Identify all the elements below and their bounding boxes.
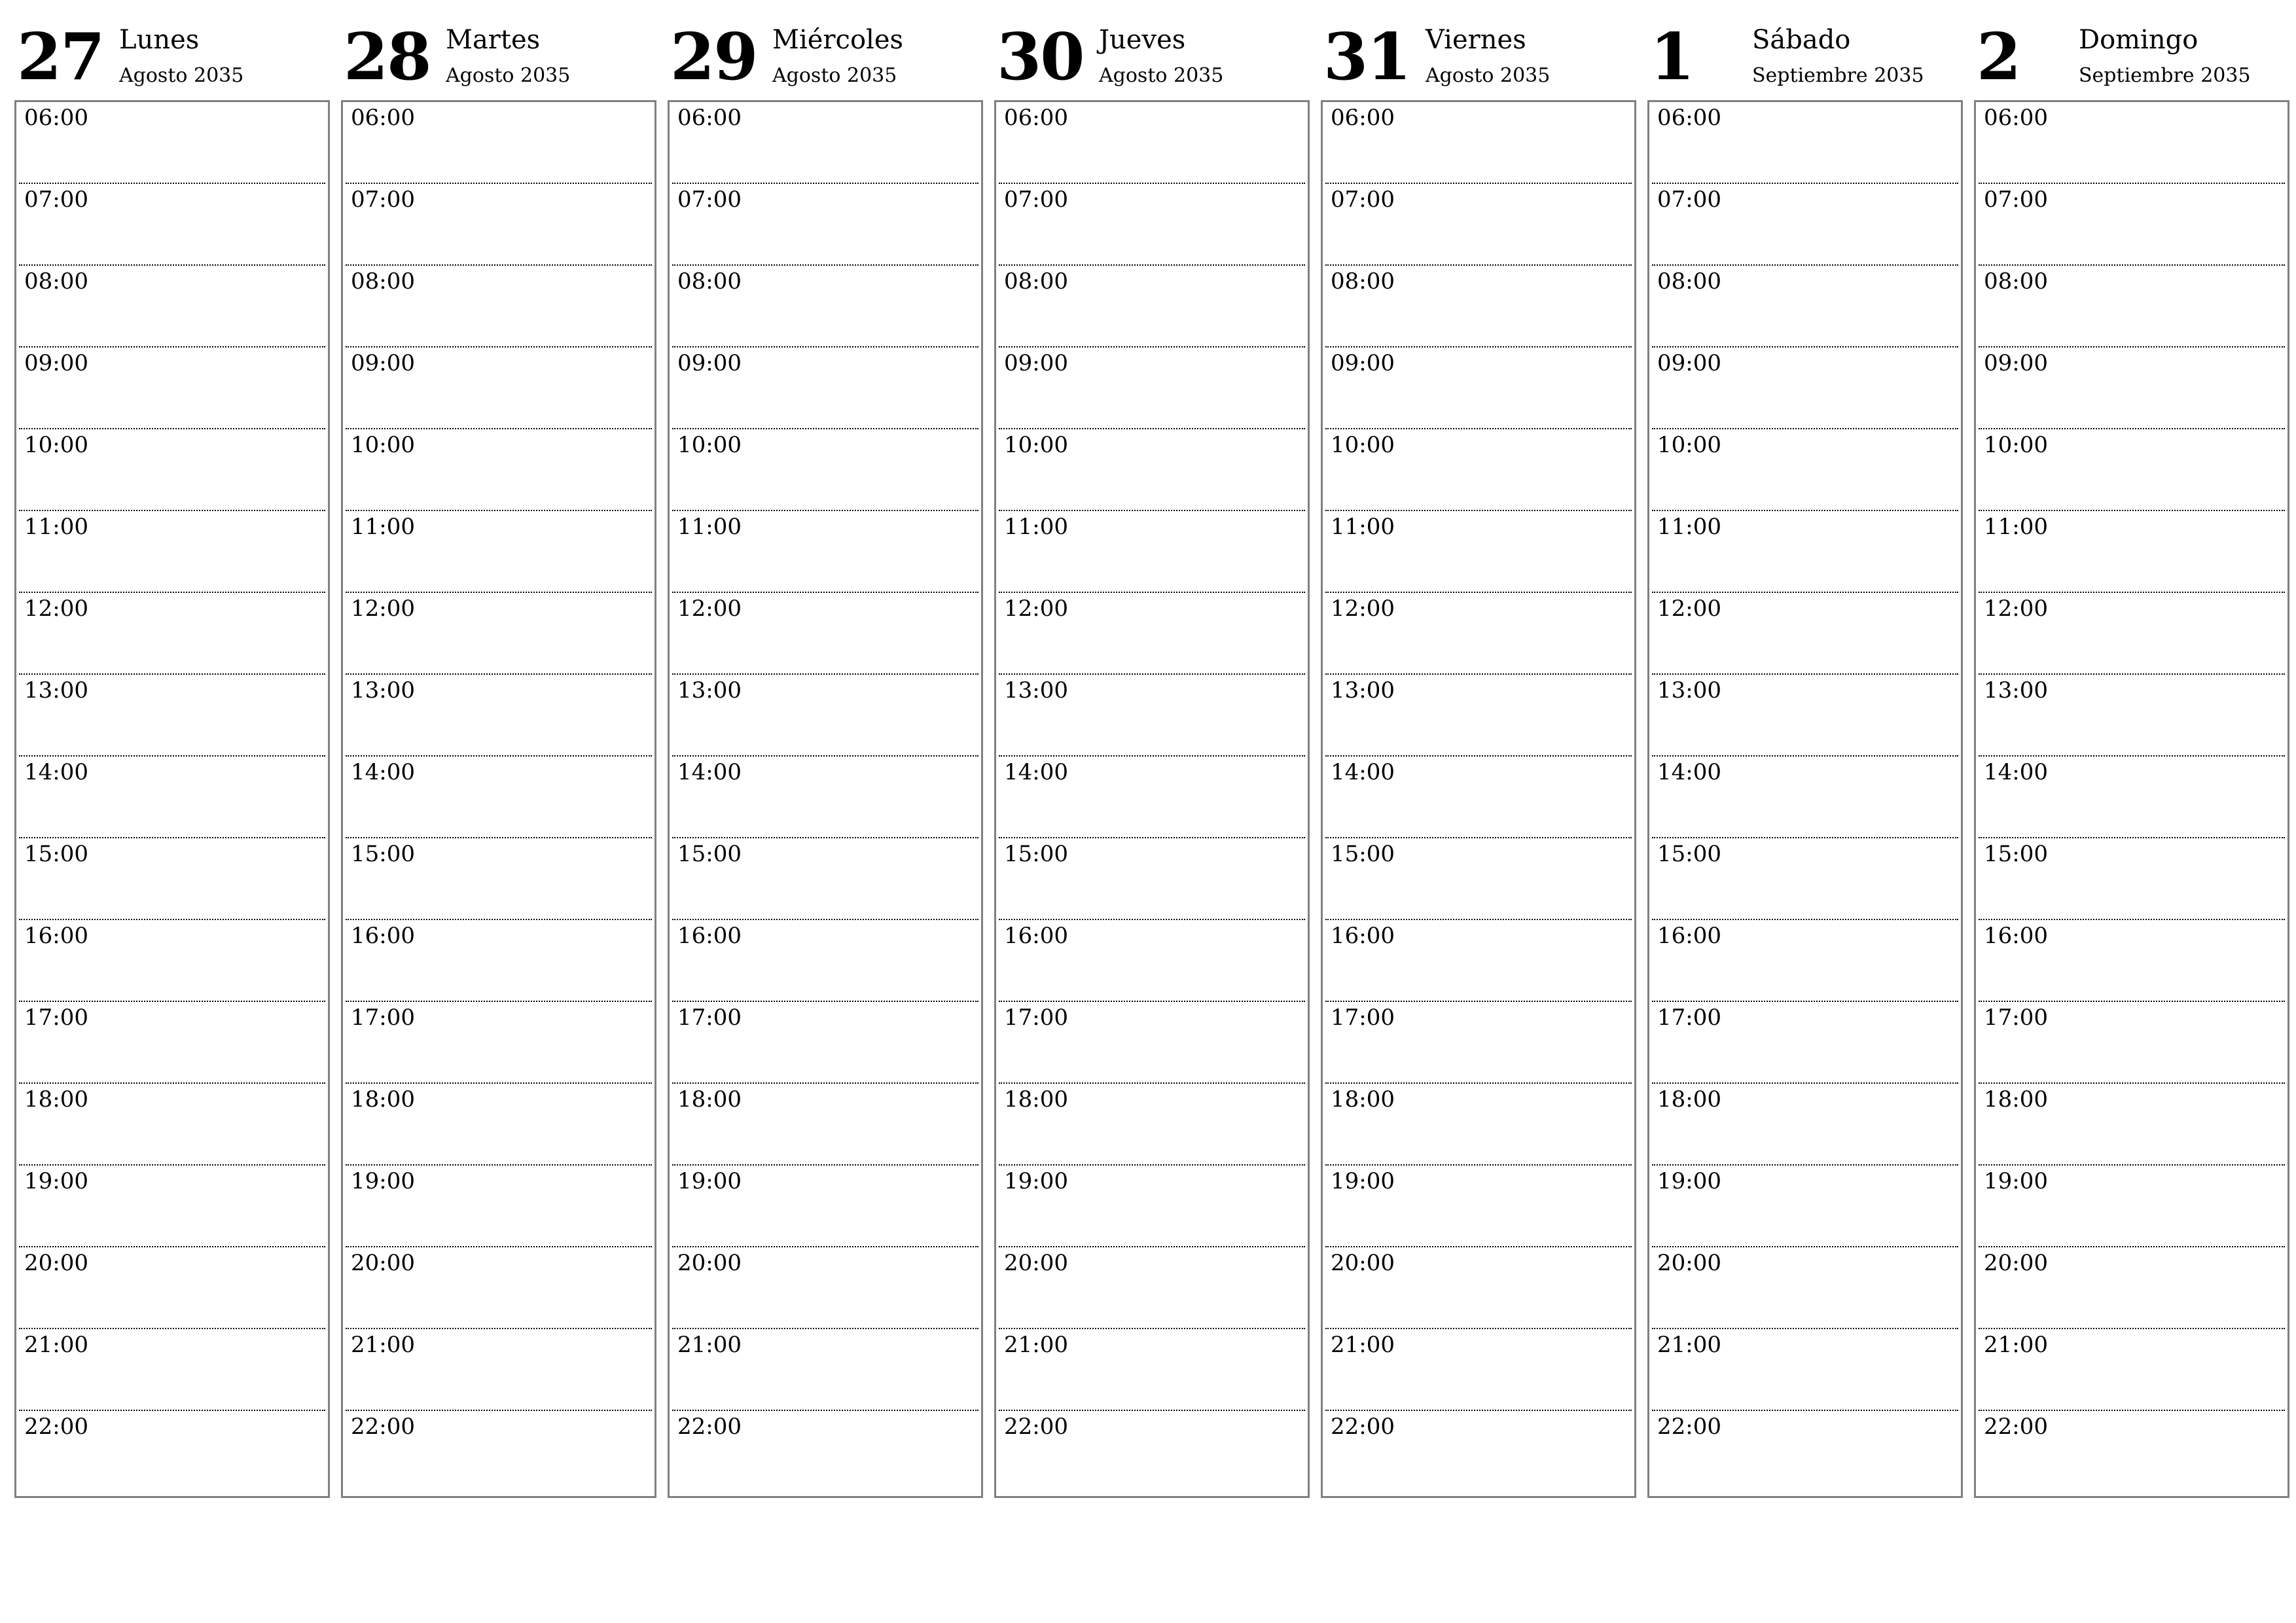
hour-slot[interactable] xyxy=(999,1247,1305,1329)
hour-slot[interactable] xyxy=(672,1247,978,1329)
hour-slot[interactable] xyxy=(1325,593,1632,675)
day-number: 29 xyxy=(670,20,757,95)
hour-slot[interactable] xyxy=(1325,266,1632,348)
hour-label: 18:00 xyxy=(677,1086,742,1113)
hour-slots-box xyxy=(668,100,983,1498)
hour-slot[interactable] xyxy=(1325,920,1632,1002)
hour-slot[interactable] xyxy=(672,429,978,511)
hour-label: 22:00 xyxy=(351,1414,415,1440)
hour-slot[interactable] xyxy=(1979,1411,2285,1493)
hour-label: 22:00 xyxy=(1331,1414,1395,1440)
day-month-year: Agosto 2035 xyxy=(1099,64,1224,87)
hour-label: 08:00 xyxy=(1657,268,1721,294)
day-number: 2 xyxy=(1977,20,2020,95)
hour-slot[interactable] xyxy=(999,102,1305,184)
day-column xyxy=(1647,0,1962,1505)
hour-label: 07:00 xyxy=(1984,187,2048,213)
day-column xyxy=(994,0,1308,1505)
hour-label: 12:00 xyxy=(1004,596,1068,622)
hour-label: 17:00 xyxy=(1004,1005,1068,1031)
hour-slot[interactable] xyxy=(1325,1247,1632,1329)
hour-slot[interactable] xyxy=(1325,757,1632,838)
day-number: 28 xyxy=(344,20,431,95)
hour-slot[interactable] xyxy=(1652,511,1958,593)
hour-label: 19:00 xyxy=(1004,1168,1068,1194)
day-number: 1 xyxy=(1650,20,1694,95)
hour-slot[interactable] xyxy=(1325,511,1632,593)
day-name: Miércoles xyxy=(772,25,904,55)
hour-label: 09:00 xyxy=(677,350,742,376)
hour-slot[interactable] xyxy=(1652,1084,1958,1166)
hour-slot[interactable] xyxy=(672,675,978,757)
hour-label: 14:00 xyxy=(351,759,415,785)
hour-slot[interactable] xyxy=(672,838,978,920)
hour-label: 18:00 xyxy=(24,1086,88,1113)
hour-slot[interactable] xyxy=(1979,838,2285,920)
hour-slot[interactable] xyxy=(1652,1247,1958,1329)
hour-label: 10:00 xyxy=(1331,432,1395,458)
hour-label: 12:00 xyxy=(24,596,88,622)
hour-label: 10:00 xyxy=(1657,432,1721,458)
hour-label: 15:00 xyxy=(1004,841,1068,867)
hour-label: 16:00 xyxy=(677,923,742,949)
hour-slot[interactable] xyxy=(19,920,325,1002)
hour-slot[interactable] xyxy=(672,1329,978,1411)
hour-slot[interactable] xyxy=(1652,838,1958,920)
day-number: 31 xyxy=(1323,20,1410,95)
hour-label: 16:00 xyxy=(24,923,88,949)
hour-slot[interactable] xyxy=(346,1002,652,1084)
hour-label: 20:00 xyxy=(351,1250,415,1276)
day-month-year: Septiembre 2035 xyxy=(2079,64,2251,87)
hour-slot[interactable] xyxy=(1325,184,1632,266)
hour-label: 19:00 xyxy=(1331,1168,1395,1194)
hour-label: 08:00 xyxy=(677,268,742,294)
hour-label: 10:00 xyxy=(351,432,415,458)
hour-slot[interactable] xyxy=(1325,838,1632,920)
hour-label: 21:00 xyxy=(1331,1332,1395,1358)
hour-label: 20:00 xyxy=(677,1250,742,1276)
hour-slot[interactable] xyxy=(1652,184,1958,266)
hour-slot[interactable] xyxy=(672,511,978,593)
hour-label: 14:00 xyxy=(1331,759,1395,785)
hour-slot[interactable] xyxy=(346,1247,652,1329)
day-header xyxy=(994,18,1308,97)
hour-label: 16:00 xyxy=(1984,923,2048,949)
hour-slot[interactable] xyxy=(19,348,325,429)
hour-label: 22:00 xyxy=(1984,1414,2048,1440)
day-header xyxy=(1647,18,1962,97)
hour-label: 09:00 xyxy=(1004,350,1068,376)
day-column xyxy=(1974,0,2288,1505)
hour-label: 14:00 xyxy=(24,759,88,785)
hour-label: 11:00 xyxy=(1331,514,1395,540)
hour-label: 15:00 xyxy=(24,841,88,867)
hour-label: 06:00 xyxy=(351,105,415,131)
hour-slot[interactable] xyxy=(672,102,978,184)
hour-slot[interactable] xyxy=(672,1411,978,1493)
day-column xyxy=(14,0,329,1505)
hour-label: 10:00 xyxy=(677,432,742,458)
hour-slot[interactable] xyxy=(1979,266,2285,348)
hour-label: 19:00 xyxy=(24,1168,88,1194)
hour-label: 16:00 xyxy=(1004,923,1068,949)
hour-label: 07:00 xyxy=(677,187,742,213)
hour-slot[interactable] xyxy=(1325,1166,1632,1247)
hour-slot[interactable] xyxy=(1652,920,1958,1002)
hour-slots-box xyxy=(994,100,1310,1498)
hour-slot[interactable] xyxy=(1652,429,1958,511)
hour-label: 06:00 xyxy=(24,105,88,131)
hour-slot[interactable] xyxy=(1979,102,2285,184)
hour-slot[interactable] xyxy=(672,1002,978,1084)
hour-label: 15:00 xyxy=(1331,841,1395,867)
hour-label: 09:00 xyxy=(351,350,415,376)
hour-slot[interactable] xyxy=(1652,102,1958,184)
hour-slot[interactable] xyxy=(1325,675,1632,757)
hour-slot[interactable] xyxy=(1652,1166,1958,1247)
hour-label: 07:00 xyxy=(1331,187,1395,213)
hour-slot[interactable] xyxy=(1979,184,2285,266)
hour-slot[interactable] xyxy=(19,429,325,511)
hour-slot[interactable] xyxy=(1652,1411,1958,1493)
hour-slot[interactable] xyxy=(672,348,978,429)
hour-slots-box xyxy=(1647,100,1963,1498)
hour-label: 09:00 xyxy=(1657,350,1721,376)
hour-slot[interactable] xyxy=(19,1329,325,1411)
hour-label: 10:00 xyxy=(1984,432,2048,458)
hour-slot[interactable] xyxy=(19,102,325,184)
hour-slot[interactable] xyxy=(19,593,325,675)
hour-label: 14:00 xyxy=(1004,759,1068,785)
hour-slot[interactable] xyxy=(999,838,1305,920)
hour-slot[interactable] xyxy=(346,348,652,429)
hour-slot[interactable] xyxy=(1979,1247,2285,1329)
hour-label: 14:00 xyxy=(1984,759,2048,785)
hour-slot[interactable] xyxy=(19,511,325,593)
day-month-year: Agosto 2035 xyxy=(1426,64,1551,87)
hour-label: 06:00 xyxy=(677,105,742,131)
hour-label: 08:00 xyxy=(24,268,88,294)
hour-label: 15:00 xyxy=(677,841,742,867)
hour-slot[interactable] xyxy=(999,675,1305,757)
hour-label: 22:00 xyxy=(24,1414,88,1440)
hour-slot[interactable] xyxy=(19,1084,325,1166)
hour-label: 07:00 xyxy=(1657,187,1721,213)
hour-slot[interactable] xyxy=(19,838,325,920)
day-column xyxy=(1321,0,1635,1505)
hour-slot[interactable] xyxy=(1325,1329,1632,1411)
hour-label: 15:00 xyxy=(351,841,415,867)
weekly-planner xyxy=(14,0,2292,1505)
hour-label: 20:00 xyxy=(1657,1250,1721,1276)
hour-slot[interactable] xyxy=(346,920,652,1002)
hour-slot[interactable] xyxy=(1652,266,1958,348)
hour-label: 20:00 xyxy=(24,1250,88,1276)
hour-label: 18:00 xyxy=(351,1086,415,1113)
hour-label: 10:00 xyxy=(1004,432,1068,458)
day-name: Viernes xyxy=(1426,25,1526,55)
day-name: Domingo xyxy=(2079,25,2198,55)
hour-slot[interactable] xyxy=(999,1166,1305,1247)
hour-slot[interactable] xyxy=(19,1002,325,1084)
hour-label: 08:00 xyxy=(351,268,415,294)
hour-slot[interactable] xyxy=(999,757,1305,838)
day-name: Jueves xyxy=(1099,25,1186,55)
hour-slot[interactable] xyxy=(1652,1329,1958,1411)
hour-label: 17:00 xyxy=(1984,1005,2048,1031)
hour-label: 09:00 xyxy=(24,350,88,376)
hour-slot[interactable] xyxy=(1979,348,2285,429)
hour-slot[interactable] xyxy=(1979,593,2285,675)
hour-slot[interactable] xyxy=(1325,1084,1632,1166)
hour-slot[interactable] xyxy=(1979,920,2285,1002)
day-column xyxy=(668,0,982,1505)
hour-label: 18:00 xyxy=(1004,1086,1068,1113)
hour-slot[interactable] xyxy=(1325,102,1632,184)
hour-label: 22:00 xyxy=(1004,1414,1068,1440)
hour-slot[interactable] xyxy=(19,1411,325,1493)
hour-slot[interactable] xyxy=(1979,675,2285,757)
hour-slot[interactable] xyxy=(346,266,652,348)
hour-slot[interactable] xyxy=(1652,593,1958,675)
hour-label: 17:00 xyxy=(24,1005,88,1031)
hour-slot[interactable] xyxy=(672,593,978,675)
hour-label: 14:00 xyxy=(1657,759,1721,785)
hour-label: 18:00 xyxy=(1331,1086,1395,1113)
hour-slot[interactable] xyxy=(19,1166,325,1247)
day-name: Lunes xyxy=(119,25,200,55)
hour-slot[interactable] xyxy=(672,757,978,838)
hour-slot[interactable] xyxy=(1652,348,1958,429)
hour-label: 19:00 xyxy=(1657,1168,1721,1194)
hour-slot[interactable] xyxy=(1325,348,1632,429)
hour-slot[interactable] xyxy=(999,511,1305,593)
hour-label: 12:00 xyxy=(351,596,415,622)
hour-slot[interactable] xyxy=(346,102,652,184)
hour-slot[interactable] xyxy=(672,1166,978,1247)
hour-label: 10:00 xyxy=(24,432,88,458)
day-month-year: Agosto 2035 xyxy=(119,64,244,87)
hour-label: 19:00 xyxy=(1984,1168,2048,1194)
hour-label: 19:00 xyxy=(351,1168,415,1194)
hour-label: 06:00 xyxy=(1331,105,1395,131)
hour-label: 17:00 xyxy=(1331,1005,1395,1031)
hour-label: 06:00 xyxy=(1984,105,2048,131)
hour-slot[interactable] xyxy=(346,1329,652,1411)
hour-label: 22:00 xyxy=(1657,1414,1721,1440)
hour-slot[interactable] xyxy=(999,1002,1305,1084)
hour-slot[interactable] xyxy=(1652,757,1958,838)
day-header xyxy=(341,18,655,97)
hour-slot[interactable] xyxy=(999,184,1305,266)
hour-slot[interactable] xyxy=(346,593,652,675)
hour-slot[interactable] xyxy=(346,675,652,757)
hour-slot[interactable] xyxy=(1979,1002,2285,1084)
hour-slots-box xyxy=(14,100,330,1498)
hour-label: 13:00 xyxy=(24,677,88,704)
hour-label: 21:00 xyxy=(677,1332,742,1358)
hour-slot[interactable] xyxy=(1979,429,2285,511)
hour-label: 08:00 xyxy=(1004,268,1068,294)
hour-slot[interactable] xyxy=(346,184,652,266)
day-header xyxy=(1321,18,1635,97)
day-month-year: Septiembre 2035 xyxy=(1752,64,1924,87)
hour-label: 20:00 xyxy=(1004,1250,1068,1276)
hour-slot[interactable] xyxy=(999,1084,1305,1166)
hour-label: 13:00 xyxy=(1657,677,1721,704)
hour-label: 13:00 xyxy=(351,677,415,704)
hour-label: 08:00 xyxy=(1331,268,1395,294)
hour-slot[interactable] xyxy=(1979,1166,2285,1247)
hour-slot[interactable] xyxy=(999,1411,1305,1493)
hour-slot[interactable] xyxy=(999,429,1305,511)
hour-label: 07:00 xyxy=(1004,187,1068,213)
hour-label: 13:00 xyxy=(1004,677,1068,704)
hour-slot[interactable] xyxy=(999,593,1305,675)
day-number: 27 xyxy=(17,20,104,95)
hour-slot[interactable] xyxy=(1652,675,1958,757)
hour-label: 07:00 xyxy=(351,187,415,213)
hour-slot[interactable] xyxy=(19,184,325,266)
hour-label: 17:00 xyxy=(351,1005,415,1031)
hour-label: 08:00 xyxy=(1984,268,2048,294)
hour-label: 22:00 xyxy=(677,1414,742,1440)
hour-slot[interactable] xyxy=(1325,1411,1632,1493)
day-column xyxy=(341,0,655,1505)
hour-label: 16:00 xyxy=(1657,923,1721,949)
hour-slot[interactable] xyxy=(346,757,652,838)
hour-slot[interactable] xyxy=(1979,1329,2285,1411)
hour-label: 21:00 xyxy=(24,1332,88,1358)
hour-label: 13:00 xyxy=(677,677,742,704)
hour-slot[interactable] xyxy=(672,184,978,266)
hour-slot[interactable] xyxy=(346,838,652,920)
hour-slots-box xyxy=(341,100,656,1498)
hour-slot[interactable] xyxy=(346,1084,652,1166)
hour-slot[interactable] xyxy=(672,1084,978,1166)
hour-label: 12:00 xyxy=(1984,596,2048,622)
hour-slot[interactable] xyxy=(1979,1084,2285,1166)
hour-label: 07:00 xyxy=(24,187,88,213)
hour-label: 11:00 xyxy=(351,514,415,540)
hour-slot[interactable] xyxy=(672,920,978,1002)
hour-label: 20:00 xyxy=(1331,1250,1395,1276)
hour-label: 11:00 xyxy=(677,514,742,540)
hour-label: 12:00 xyxy=(677,596,742,622)
hour-label: 18:00 xyxy=(1984,1086,2048,1113)
hour-label: 15:00 xyxy=(1657,841,1721,867)
hour-slot[interactable] xyxy=(1979,511,2285,593)
hour-label: 09:00 xyxy=(1984,350,2048,376)
hour-slots-box xyxy=(1321,100,1636,1498)
hour-slot[interactable] xyxy=(19,1247,325,1329)
hour-slot[interactable] xyxy=(19,266,325,348)
hour-label: 20:00 xyxy=(1984,1250,2048,1276)
hour-label: 17:00 xyxy=(677,1005,742,1031)
hour-label: 16:00 xyxy=(1331,923,1395,949)
hour-label: 11:00 xyxy=(1657,514,1721,540)
day-month-year: Agosto 2035 xyxy=(446,64,571,87)
day-header xyxy=(14,18,329,97)
hour-label: 09:00 xyxy=(1331,350,1395,376)
hour-label: 12:00 xyxy=(1331,596,1395,622)
hour-label: 11:00 xyxy=(1984,514,2048,540)
hour-slot[interactable] xyxy=(1325,429,1632,511)
hour-label: 19:00 xyxy=(677,1168,742,1194)
hour-label: 21:00 xyxy=(1004,1332,1068,1358)
hour-label: 17:00 xyxy=(1657,1005,1721,1031)
hour-label: 06:00 xyxy=(1004,105,1068,131)
hour-label: 18:00 xyxy=(1657,1086,1721,1113)
hour-label: 21:00 xyxy=(1657,1332,1721,1358)
hour-label: 11:00 xyxy=(1004,514,1068,540)
hour-slot[interactable] xyxy=(346,429,652,511)
hour-slot[interactable] xyxy=(999,1329,1305,1411)
day-header xyxy=(1974,18,2288,97)
hour-slot[interactable] xyxy=(672,266,978,348)
day-header xyxy=(668,18,982,97)
hour-label: 21:00 xyxy=(351,1332,415,1358)
hour-slot[interactable] xyxy=(346,1166,652,1247)
hour-slot[interactable] xyxy=(999,920,1305,1002)
hour-slot[interactable] xyxy=(1652,1002,1958,1084)
hour-label: 13:00 xyxy=(1331,677,1395,704)
hour-label: 11:00 xyxy=(24,514,88,540)
hour-label: 15:00 xyxy=(1984,841,2048,867)
hour-slot[interactable] xyxy=(1979,757,2285,838)
hour-slot[interactable] xyxy=(1325,1002,1632,1084)
hour-label: 12:00 xyxy=(1657,596,1721,622)
hour-slot[interactable] xyxy=(999,266,1305,348)
day-month-year: Agosto 2035 xyxy=(772,64,897,87)
day-name: Martes xyxy=(446,25,541,55)
hour-slots-box xyxy=(1974,100,2289,1498)
hour-slot[interactable] xyxy=(999,348,1305,429)
hour-slot[interactable] xyxy=(19,675,325,757)
hour-label: 14:00 xyxy=(677,759,742,785)
hour-label: 13:00 xyxy=(1984,677,2048,704)
hour-label: 16:00 xyxy=(351,923,415,949)
hour-slot[interactable] xyxy=(19,757,325,838)
day-name: Sábado xyxy=(1752,25,1851,55)
hour-slot[interactable] xyxy=(346,511,652,593)
hour-slot[interactable] xyxy=(346,1411,652,1493)
hour-label: 21:00 xyxy=(1984,1332,2048,1358)
hour-label: 06:00 xyxy=(1657,105,1721,131)
day-number: 30 xyxy=(997,20,1084,95)
